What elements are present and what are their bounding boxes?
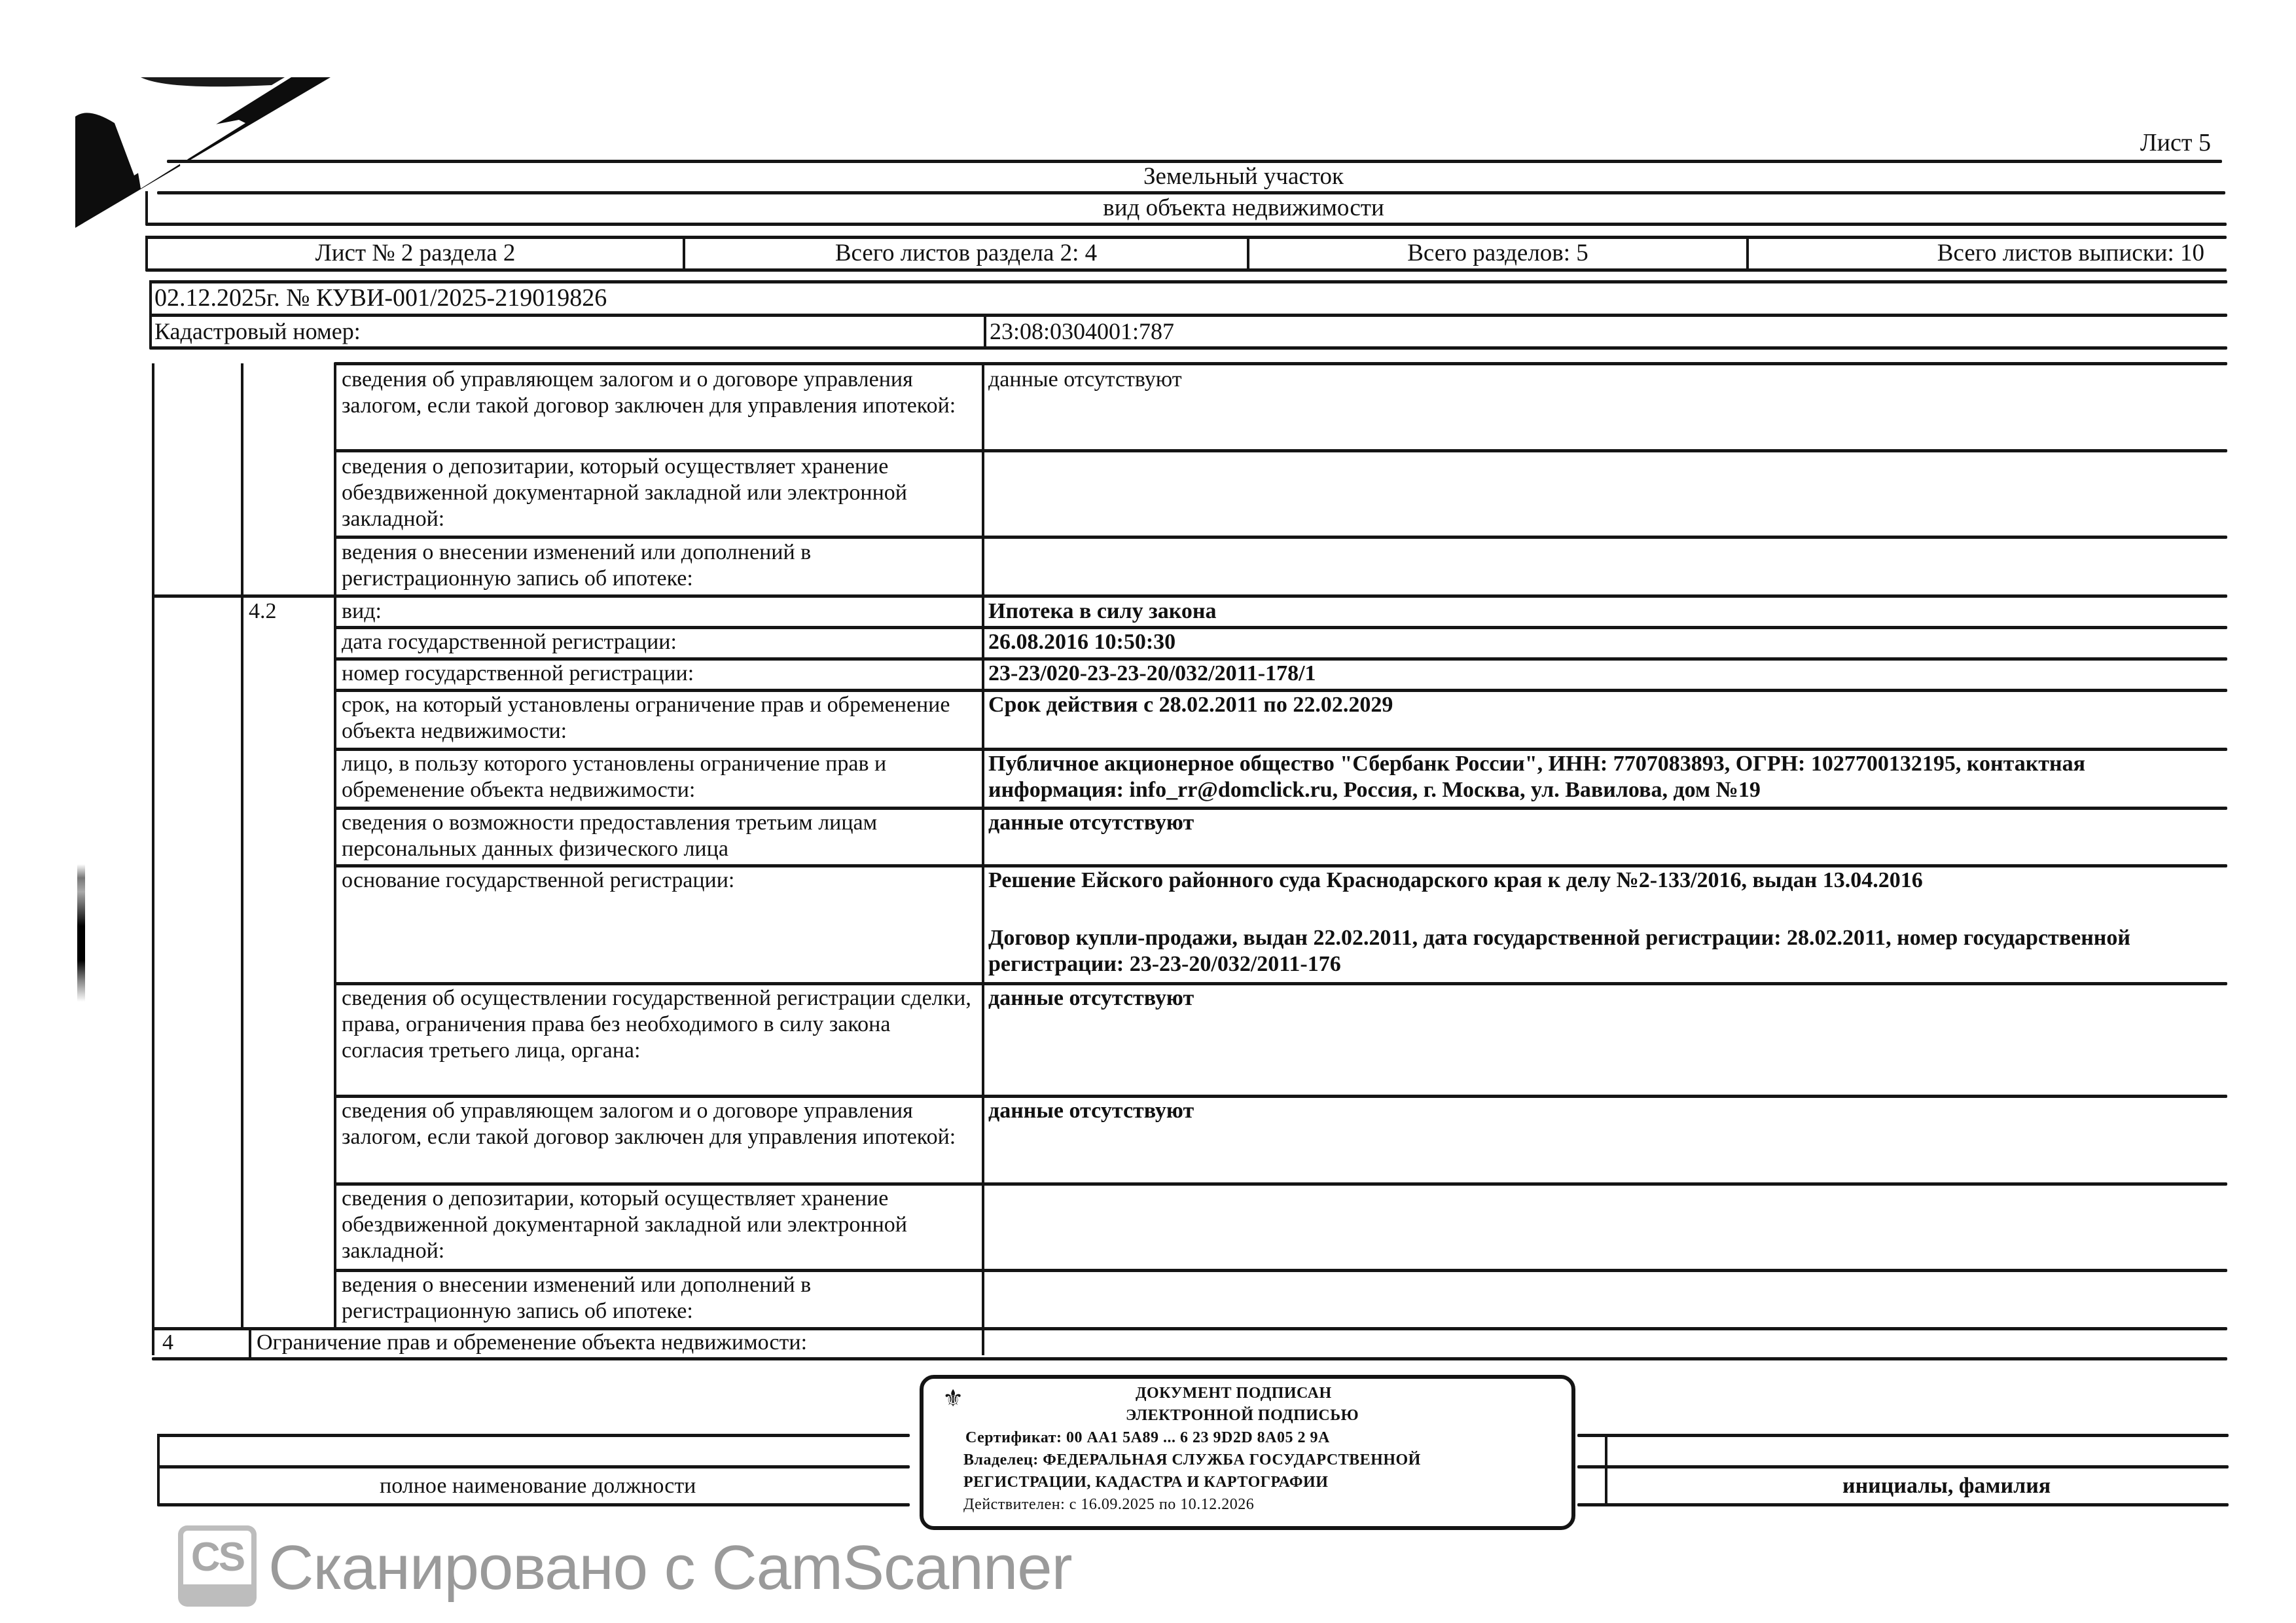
object-title: Земельный участок	[1143, 163, 1344, 190]
row-label: сведения об управляющем залогом и о договоре управления залогом, если такой договор заключен для управления ипотекой:	[342, 1099, 956, 1149]
divider	[157, 1434, 160, 1506]
table-col-number	[241, 363, 243, 1329]
position-caption: полное наименование должности	[380, 1474, 696, 1498]
row-value: данные отсутствуют	[988, 986, 1194, 1010]
scan-edge-mark	[77, 864, 85, 1002]
row-value: Ипотека в силу закона	[988, 599, 1217, 623]
total-sheets-section: Всего листов раздела 2: 4	[834, 240, 1098, 266]
row-label: сведения об осуществлении государственной регистрации сделки, права, ограничения права без необходимого в силу закона согласия третьего лица, органа:	[342, 986, 971, 1063]
total-sections: Всего разделов: 5	[1407, 240, 1588, 266]
name-caption: инициалы, фамилия	[1842, 1474, 2051, 1498]
divider	[149, 314, 2227, 317]
row-divider	[334, 362, 2227, 365]
row-value: 23-23/020-23-23-20/032/2011-178/1	[988, 661, 1316, 685]
table-border-left	[152, 363, 154, 1355]
row-value-secondary: Договор купли-продажи, выдан 22.02.2011, дата государственной регистрации: 28.02.2011, номер государственной регистрации: 23-23-20/032/2011-176	[988, 926, 2130, 976]
divider	[984, 314, 986, 348]
row-value: 26.08.2016 10:50:30	[988, 630, 1176, 654]
section-number: 4	[162, 1330, 173, 1355]
document-number: 02.12.2025г. № КУВИ-001/2025-219019826	[154, 284, 607, 312]
row-value: Срок действия с 28.02.2011 по 22.02.2029	[988, 693, 1393, 717]
row-value: данные отсутствуют	[988, 1099, 1194, 1123]
row-label: ведения о внесении изменений или дополнений в регистрационную запись об ипотеке:	[342, 540, 812, 591]
coat-of-arms-icon: ⚜	[942, 1385, 964, 1412]
row-divider	[334, 449, 2227, 452]
total-sheets-extract: Всего листов выписки: 10	[1937, 240, 2204, 266]
signature-line	[1577, 1503, 2229, 1506]
row-label: лицо, в пользу которого установлены ограничение прав и обременение объекта недвижимости:	[342, 752, 887, 802]
table-col-value	[982, 363, 984, 1355]
camscanner-logo-text: CS	[183, 1531, 251, 1584]
stamp-owner-1: Владелец: ФЕДЕРАЛЬНАЯ СЛУЖБА ГОСУДАРСТВЕННОЙ	[963, 1451, 1421, 1468]
row-label: дата государственной регистрации:	[342, 630, 677, 654]
divider	[1605, 1434, 1607, 1506]
section-divider	[152, 594, 2227, 598]
divider	[152, 1357, 2227, 1360]
signature-line	[157, 1465, 910, 1468]
divider	[145, 223, 2227, 226]
object-subtitle: вид объекта недвижимости	[1103, 194, 1384, 221]
divider	[145, 268, 2227, 272]
row-label: срок, на который установлены ограничение прав и обременение объекта недвижимости:	[342, 693, 950, 743]
row-divider	[334, 536, 2227, 539]
divider	[249, 1327, 251, 1357]
divider	[145, 191, 148, 224]
sheet-of-section: Лист № 2 раздела 2	[315, 240, 516, 266]
row-label: ведения о внесении изменений или дополнений в регистрационную запись об ипотеке:	[342, 1273, 812, 1323]
camscanner-logo-icon	[178, 1525, 257, 1607]
row-value: данные отсутствуют	[988, 367, 1182, 392]
row-value: Публичное акционерное общество "Сбербанк России", ИНН: 7707083893, ОГРН: 1027700132195, контактная информация: info_rr@domclick.ru, Россия, г. Москва, ул. Вавилова, дом №19	[988, 752, 2085, 802]
folded-corner-artifact	[75, 77, 337, 241]
row-label: вид:	[342, 599, 382, 623]
cadastral-label: Кадастровый номер:	[154, 318, 361, 344]
signature-line	[157, 1434, 910, 1437]
row-label: номер государственной регистрации:	[342, 661, 694, 685]
row-label: сведения о возможности предоставления третьим лицам персональных данных физического лица	[342, 811, 878, 861]
cadastral-number: 23:08:0304001:787	[990, 318, 1175, 344]
signature-line	[157, 1503, 910, 1506]
signature-line	[1577, 1465, 2229, 1468]
sheet-number: Лист 5	[2140, 129, 2211, 156]
row-label: сведения об управляющем залогом и о договоре управления залогом, если такой договор заключен для управления ипотекой:	[342, 367, 956, 418]
stamp-certificate: Сертификат: 00 AA1 5A89 ... 6 23 9D2D 8A05 2 9A	[965, 1429, 1330, 1446]
row-label: сведения о депозитарии, который осуществляет хранение обездвиженной документарной закладной или электронной закладной:	[342, 1186, 907, 1263]
section-number: 4.2	[249, 599, 277, 623]
stamp-subtitle: ЭЛЕКТРОННОЙ ПОДПИСЬЮ	[1126, 1407, 1359, 1424]
stamp-title: ДОКУМЕНТ ПОДПИСАН	[1136, 1385, 1332, 1402]
signature-line	[1577, 1434, 2229, 1437]
stamp-owner-2: РЕГИСТРАЦИИ, КАДАСТРА И КАРТОГРАФИИ	[963, 1474, 1329, 1491]
row-value: данные отсутствуют	[988, 811, 1194, 835]
row-value: Решение Ейского районного суда Краснодарского края к делу №2-133/2016, выдан 13.04.2016	[988, 868, 1923, 892]
row-label: основание государственной регистрации:	[342, 868, 735, 892]
row-label: сведения о депозитарии, который осуществляет хранение обездвиженной документарной закладной или электронной закладной:	[342, 454, 907, 531]
stamp-validity: Действителен: с 16.09.2025 по 10.12.2026	[963, 1496, 1255, 1513]
divider	[1746, 236, 1749, 271]
section-label: Ограничение прав и обременение объекта недвижимости:	[257, 1330, 808, 1355]
camscanner-watermark: Сканировано с CamScanner	[268, 1533, 1072, 1603]
divider	[149, 346, 2227, 350]
